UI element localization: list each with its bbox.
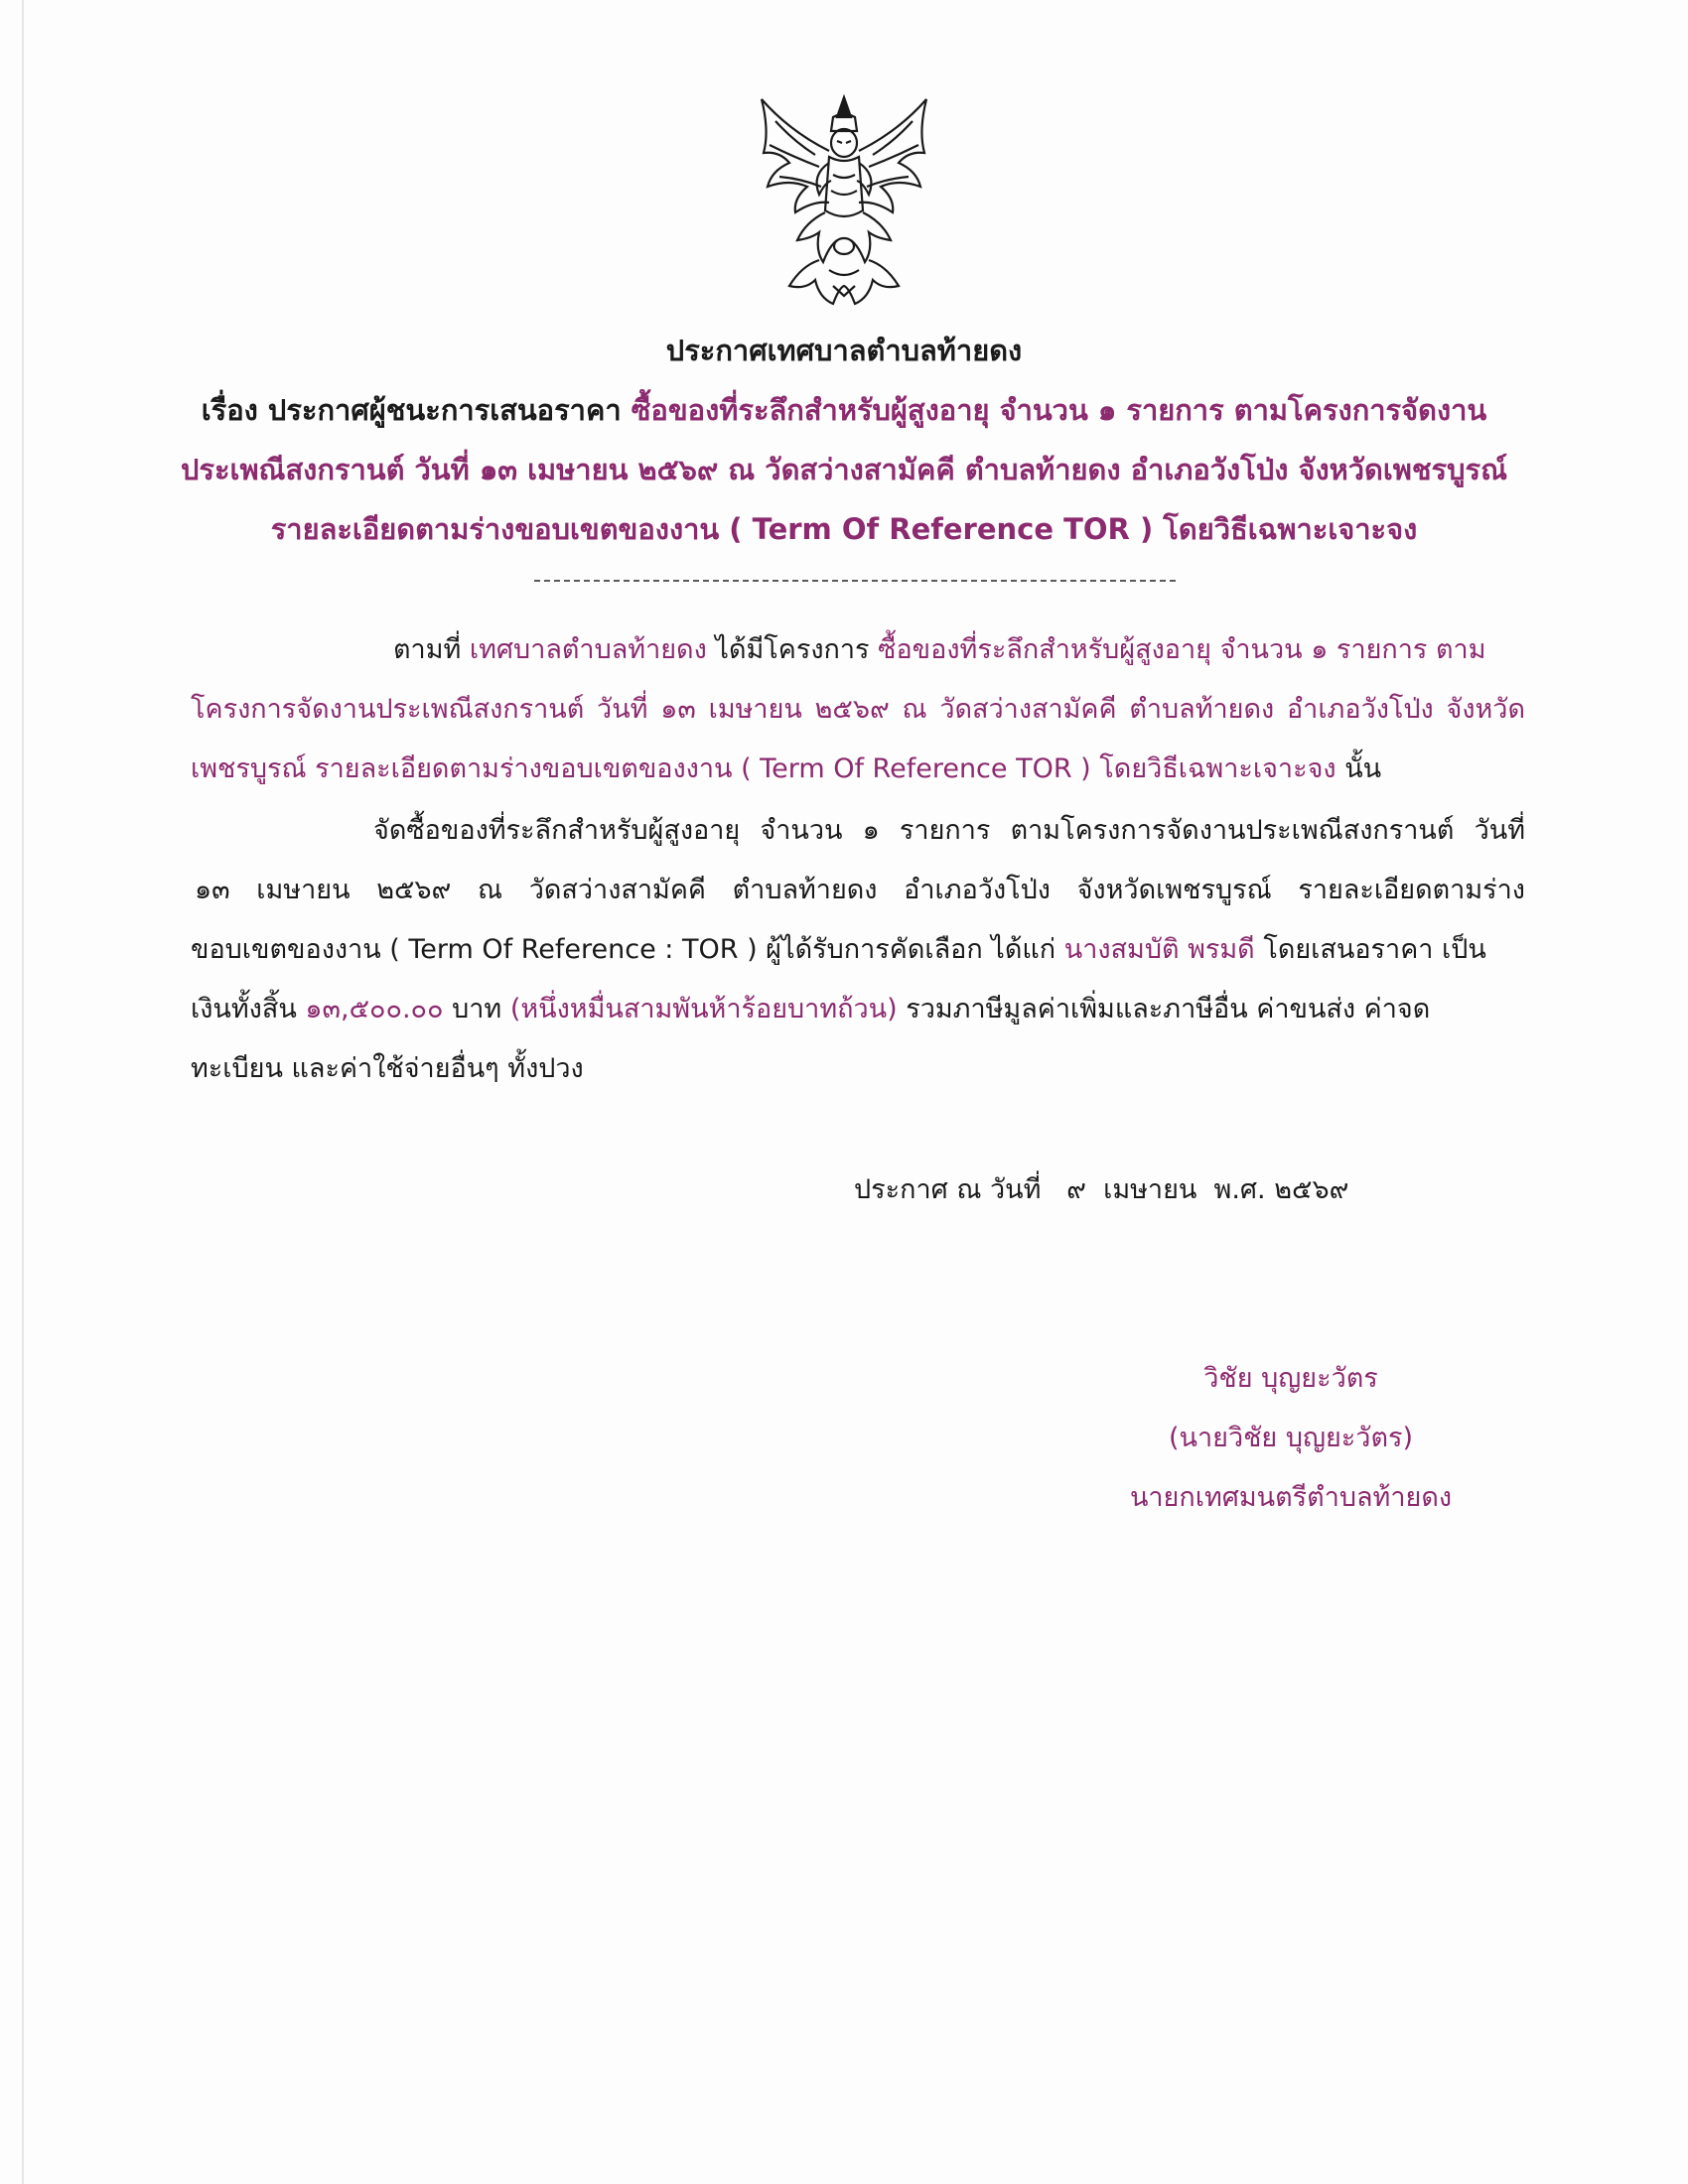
announce-date [854,1167,1348,1210]
para2-line-3b: โดยเสนอราคา เป็น [1263,934,1486,965]
bid-amount: ๑๓,๕๐๐.๐๐ [305,994,444,1024]
para2-line-3 [191,927,1525,970]
para1-project-1: ซื้อของที่ระลึกสำหรับผู้สูงอายุ จำนวน ๑ รายการ ตาม [878,634,1486,665]
para1-line-2 [191,687,1525,730]
signature-name [993,1356,1589,1399]
signature-name-text: วิชัย บุญยะวัตร [1203,1363,1378,1394]
para2-line-1-text: จัดซื้อของที่ระลึกสำหรับผู้สูงอายุ จำนวน ๑ รายการ ตามโครงการจัดงานประเพณีสงกรานต์ วันที่ [373,815,1525,846]
para2-line-4 [191,987,1525,1029]
signature-position-text: นายกเทศมนตรีตำบลท้ายดง [1129,1482,1453,1513]
para2-line-4c: รวมภาษีมูลค่าเพิ่มและภาษีอื่น ค่าขนส่ง ค่าจด [906,994,1431,1024]
subject-label: เรื่อง ประกาศผู้ชนะการเสนอราคา [201,393,622,427]
dashed-separator [534,580,1176,582]
subject-line-1 [149,387,1539,433]
subject-text-3: รายละเอียดตามร่างขอบเขตของงาน ( Term Of Reference TOR ) โดยวิธีเฉพาะเจาะจง [270,512,1418,546]
winner-name: นางสมบัติ พรมดี [1063,934,1255,965]
subject-line-3 [149,506,1539,552]
subject-text-2: ประเพณีสงกรานต์ วันที่ ๑๓ เมษายน ๒๕๖๙ ณ วัดสว่างสามัคคี ตำบลท้ายดง อำเภอวังโป่ง จังหวัดเพชรบูรณ์ [180,453,1508,486]
signature-full-name-text: (นายวิชัย บุญยะวัตร) [1168,1423,1414,1453]
para2-line-5-text: ทะเบียน และค่าใช้จ่ายอื่นๆ ทั้งปวง [191,1053,584,1084]
para1-org: เทศบาลตำบลท้ายดง [469,634,707,665]
signature-position [993,1475,1589,1518]
subject-line-2 [149,447,1539,492]
announce-date-text: ประกาศ ณ วันที่ ๙ เมษายน พ.ศ. ๒๕๖๙ [854,1174,1349,1205]
para2-line-5 [191,1046,1525,1089]
office-title-text: ประกาศเทศบาลตำบลท้ายดง [665,334,1023,367]
para2-line-3a: ขอบเขตของงาน ( Term Of Reference : TOR ) ผู้ได้รับการคัดเลือก ได้แก่ [191,934,1056,965]
para1-has-project: ได้มีโครงการ [715,634,870,665]
para1-line-3 [191,747,1525,789]
para2-line-4a: เงินทั้งสิ้น [191,994,297,1024]
para1-ending: นั้น [1344,753,1382,784]
para2-line-2 [195,868,1525,910]
para1-project-3: เพชรบูรณ์ รายละเอียดตามร่างขอบเขตของงาน ( Term Of Reference TOR ) โดยวิธีเฉพาะเจาะจง [191,753,1336,784]
para1-intro: ตามที่ [393,634,462,665]
signature-full-name [993,1416,1589,1458]
para1-project-2: โครงการจัดงานประเพณีสงกรานต์ วันที่ ๑๓ เมษายน ๒๕๖๙ ณ วัดสว่างสามัคคี ตำบลท้ายดง อำเภอวังโป่ง จังหวัด [191,694,1525,725]
para1-line-1 [393,627,1525,670]
para2-line-2-text: ๑๓ เมษายน ๒๕๖๙ ณ วัดสว่างสามัคคี ตำบลท้ายดง อำเภอวังโป่ง จังหวัดเพชรบูรณ์ รายละเอียดตามร่าง [195,875,1525,905]
para2-line-4b: บาท [452,994,502,1024]
bid-amount-words: (หนึ่งหมื่นสามพันห้าร้อยบาทถ้วน) [509,994,898,1024]
para2-line-1 [373,808,1525,851]
page-edge [22,0,24,2184]
garuda-emblem-icon [750,91,938,315]
office-title [149,328,1539,373]
subject-text-1: ซื้อของที่ระลึกสำหรับผู้สูงอายุ จำนวน ๑ รายการ ตามโครงการจัดงาน [631,393,1487,427]
